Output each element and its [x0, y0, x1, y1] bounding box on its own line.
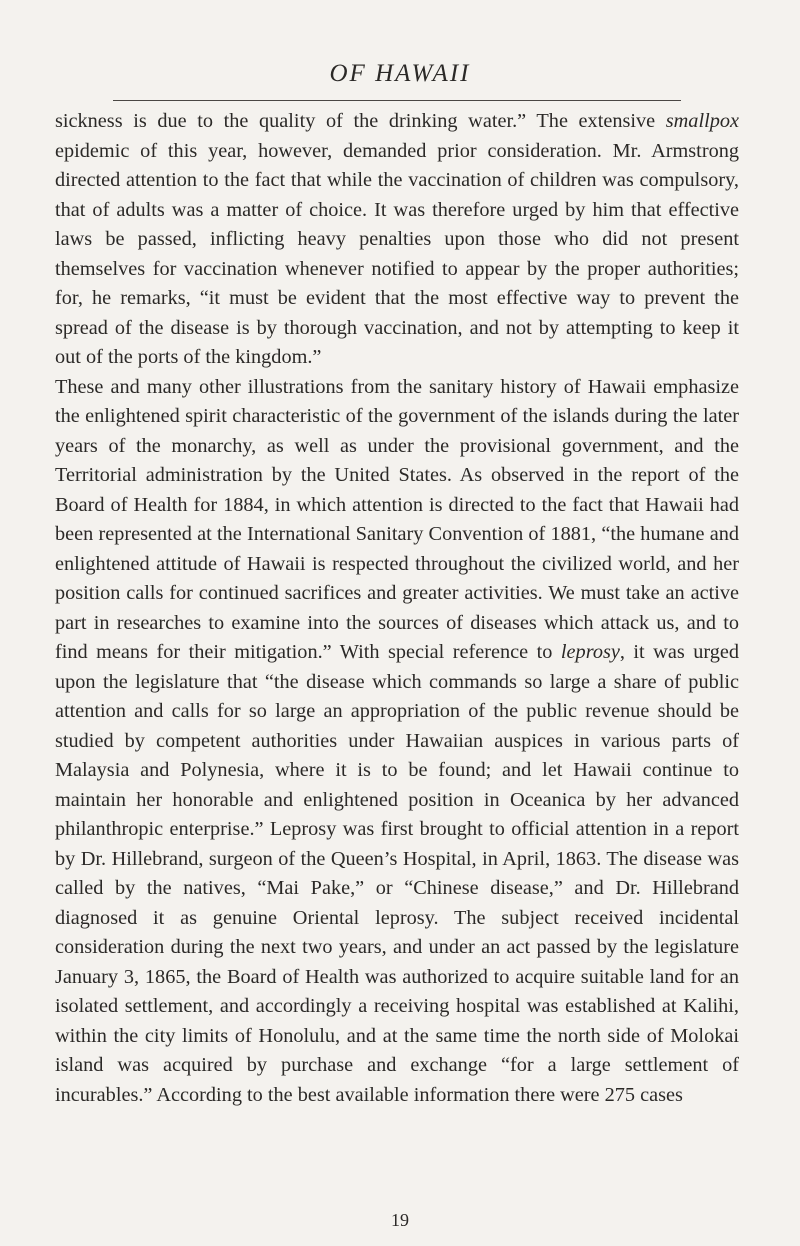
body-text: [55, 107, 739, 1110]
paragraph-1-italic-smallpox: smallpox: [665, 110, 739, 132]
header-rule: [113, 100, 681, 101]
paragraph-1: [55, 107, 739, 373]
running-header: OF HAWAII: [329, 60, 471, 87]
paragraph-2: [55, 373, 739, 1111]
paragraph-1-text-b: epidemic of this year, however, demanded prior consideration. Mr. Armstrong directed attention to the fact that while the vaccination of children was compulsory, that of adults was a matter of choice. It was therefore urged by him that effective laws be passed, inflicting heavy penalties upon those who did not present themselves for vaccination whenever notified to appear by the proper authorities; for, he remarks, “it must be evident that the most effective way to prevent the spread of the disease is by thorough vaccination, and not by attempting to keep it out of the ports of the kingdom.”: [55, 139, 739, 368]
paragraph-1-text-a: sickness is due to the quality of the drinking water.” The extensive: [55, 110, 666, 132]
paragraph-2-text-a: These and many other illustrations from the sanitary history of Hawaii emphasize the enlightened spirit characteristic of the government of the islands during the later years of the monarchy, as well as under the provisional government, and the Territorial administration by the United States. As observed in the report of the Board of Health for 1884, in which attention is directed to the fact that Hawaii had been represented at the International Sanitary Convention of 1881, “the humane and enlightened attitude of Hawaii is respected throughout the civilized world, and her position calls for continued sacrifices and greater activities. We must take an active part in researches to examine into the sources of diseases which attack us, and to find means for their mitigation.” With special reference to: [55, 375, 739, 663]
page-number: 19: [391, 1210, 409, 1230]
paragraph-2-italic-leprosy: leprosy: [560, 641, 620, 663]
paragraph-2-text-b: , it was urged upon the legislature that “the disease which commands so large a share of public attention and calls for so large an appropriation of the public revenue should be studied by competent authorities under Hawaiian auspices in various parts of Malaysia and Polynesia, where it is to be found; and let Hawaii continue to maintain her honorable and enlightened position in Oceanica by her advanced philanthropic enterprise.” Leprosy was first brought to official attention in a report by Dr. Hillebrand, surgeon of the Queen’s Hospital, in April, 1863. The disease was called by the natives, “Mai Pake,” or “Chinese disease,” and Dr. Hillebrand diagnosed it as genuine Oriental leprosy. The subject received incidental consideration during the next two years, and under an act passed by the legislature January 3, 1865, the Board of Health was authorized to acquire suitable land for an isolated settlement, and accordingly a receiving hospital was established at Kalihi, within the city limits of Honolulu, and at the same time the north side of Molokai island was acquired by purchase and exchange “for a large settlement of incurables.” According to the best available information there were 275 cases: [55, 641, 740, 1106]
